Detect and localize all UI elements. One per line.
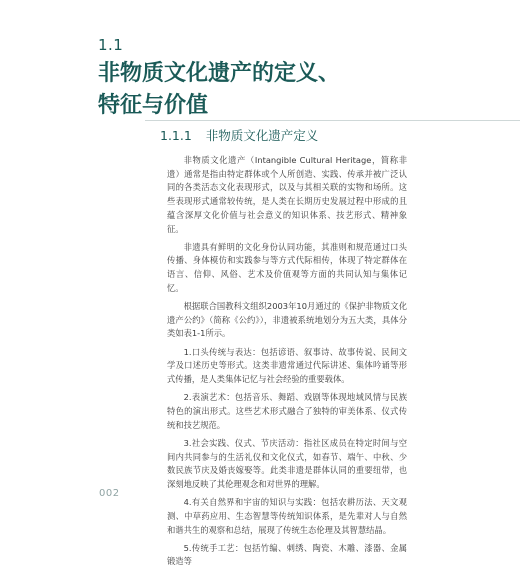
body-text (167, 154, 407, 574)
chapter-title (98, 58, 418, 122)
paragraph-category-1: 1.口头传统与表达：包括谚语、叙事诗、故事传说、民间文学及口述历史等形式。这类非遗常通过代际讲述、集体吟诵等形式传播，是人类集体记忆与社会经验的重要载体。 (167, 346, 407, 385)
paragraph-category-2: 2.表演艺术：包括音乐、舞蹈、戏剧等体现地域风情与民族特色的演出形式。这些艺术形式融合了独特的审美体系、仪式传统和技艺规范。 (167, 392, 407, 430)
section-heading (160, 126, 460, 144)
paragraph-definition: 非物质文化遗产（Intangible Cultural Heritage，简称非遗）通常是指由特定群体或个人所创造、实践、传承并被广泛认同的各类活态文化表现形式，以及与其相关联的实物和场所。这些表现形式通常较传统，是人类在长期历史发展过程中形成的且蕴含深厚文化价值与社会意义的知识体系、技艺形式、精神象征。 (167, 155, 407, 234)
page-number: 002 (99, 488, 120, 499)
chapter-title-line-2: 特征与价值 (98, 93, 209, 118)
paragraph-category-4: 4.有关自然界和宇宙的知识与实践：包括农耕历法、天文观测、中草药应用、生态智慧等传统知识体系，是先辈对人与自然和谐共生的观察和总结，展现了传统生态伦理及其智慧结晶。 (167, 497, 407, 535)
paragraph-category-5: 5.传统手工艺：包括竹编、刺绣、陶瓷、木雕、漆器、金属锻造等 (167, 542, 407, 567)
section-number: 1.1.1 (160, 128, 192, 143)
paragraph-unesco: 根据联合国教科文组织2003年10月通过的《保护非物质文化遗产公约》（简称《公约》），非遗被系统地划分为五大类，具体分类如表1-1所示。 (167, 301, 407, 339)
paragraph-category-3: 3.社会实践、仪式、节庆活动：指社区成员在特定时间与空间内共同参与的生活礼仪和文化仪式，如春节、端午、中秋、少数民族节庆及婚丧嫁娶等。此类非遗是群体认同的重要纽带，也深刻地反映了其伦理观念和对世界的理解。 (167, 437, 407, 489)
section-divider (145, 120, 520, 121)
section-title: 非物质文化遗产定义 (205, 128, 319, 143)
chapter-title-line-1: 非物质文化遗产的定义、 (98, 61, 341, 86)
chapter-number: 1.1 (98, 36, 124, 54)
paragraph-identity: 非遗具有鲜明的文化身份认同功能，其准则和规范通过口头传播、身体模仿和实践参与等方式代际相传，体现了特定群体在语言、信仰、风俗、艺术及价值观等方面的共同认知与集体记忆。 (167, 241, 407, 293)
